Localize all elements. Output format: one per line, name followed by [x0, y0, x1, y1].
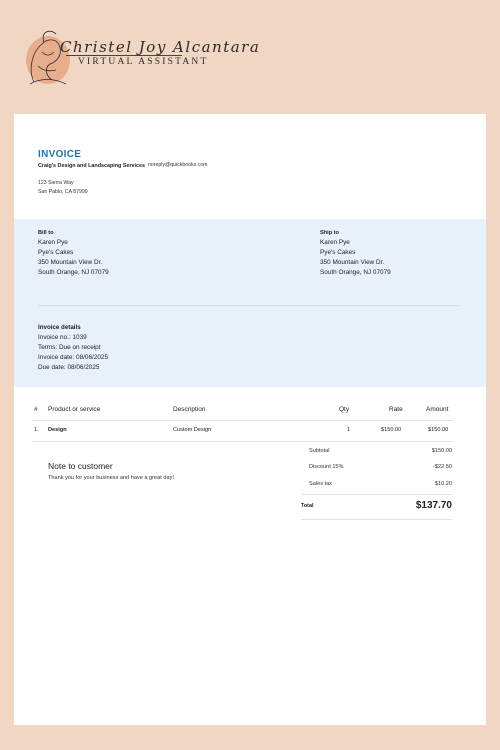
row-rate: $150.00	[381, 427, 402, 433]
company-name: Craig's Design and Landscaping Services	[38, 163, 146, 169]
bill-to-company: Pye's Cakes	[38, 249, 74, 256]
invoice-title: INVOICE	[38, 149, 82, 160]
brand-divider	[66, 55, 182, 56]
brand-logo-illustration	[20, 22, 80, 92]
bill-to-block	[38, 228, 109, 278]
row-product: Design	[48, 427, 67, 433]
invoice-date: Invoice date: 08/06/2025	[38, 354, 108, 361]
brand-subtitle: VIRTUAL ASSISTANT	[78, 57, 209, 67]
invoice-terms: Terms: Due on receipt	[38, 344, 101, 351]
totals-divider-top	[301, 494, 452, 495]
bill-to-name: Karen Pye	[38, 239, 68, 246]
row-num: 1.	[34, 427, 39, 433]
invoice-details-block	[38, 323, 108, 373]
row-amount: $150.00	[428, 427, 449, 433]
sales-tax-value: $10.20	[434, 481, 452, 487]
ship-to-street: 350 Mountain View Dr.	[320, 259, 385, 266]
brand-name: Christel Joy Alcantara	[60, 38, 261, 56]
band-divider	[38, 305, 459, 306]
ship-to-company: Pye's Cakes	[320, 249, 356, 256]
company-address	[38, 179, 88, 196]
subtotal-label: Subtotal	[309, 448, 330, 454]
subtotal-value: $150.00	[431, 448, 452, 454]
ship-to-city: South Orange, NJ 07079	[320, 269, 391, 276]
invoice-number: Invoice no.: 1039	[38, 334, 87, 341]
ship-to-heading: Ship to	[320, 230, 339, 236]
invoice-details-heading: Invoice details	[38, 324, 81, 331]
discount-label: Discount 15%	[309, 464, 344, 470]
table-row-divider	[32, 441, 453, 442]
total-label: Total	[301, 503, 314, 509]
company-address-line1: 123 Sierra Way	[38, 180, 74, 186]
totals-divider-bottom	[301, 519, 452, 520]
col-header-product: Product or service	[48, 406, 101, 413]
brand-header	[0, 0, 500, 100]
sales-tax-label: Sales tax	[309, 481, 333, 487]
bill-to-heading: Bill to	[38, 230, 54, 236]
bill-to-street: 350 Mountain View Dr.	[38, 259, 103, 266]
note-title: Note to customer	[48, 461, 113, 471]
discount-value: -$22.50	[433, 464, 452, 470]
col-header-rate: Rate	[389, 406, 403, 413]
col-header-amount: Amount	[426, 406, 449, 413]
col-header-num: #	[34, 406, 38, 413]
bill-to-city: South Orange, NJ 07079	[38, 269, 109, 276]
table-header-divider	[32, 420, 453, 421]
row-qty: 1	[347, 427, 351, 433]
total-value: $137.70	[415, 500, 452, 511]
company-address-line2: San Pablo, CA 87999	[38, 188, 88, 195]
invoice-due-date: Due date: 08/06/2025	[38, 364, 100, 371]
invoice-sheet	[14, 114, 486, 725]
ship-to-name: Karen Pye	[320, 239, 350, 246]
col-header-description: Description	[173, 406, 206, 413]
company-email[interactable]: noreply@quickbooks.com	[148, 162, 208, 168]
col-header-qty: Qty	[339, 406, 350, 413]
note-text: Thank you for your business and have a great day!	[48, 475, 174, 481]
row-description: Custom Design	[173, 427, 212, 433]
ship-to-block	[320, 228, 391, 278]
